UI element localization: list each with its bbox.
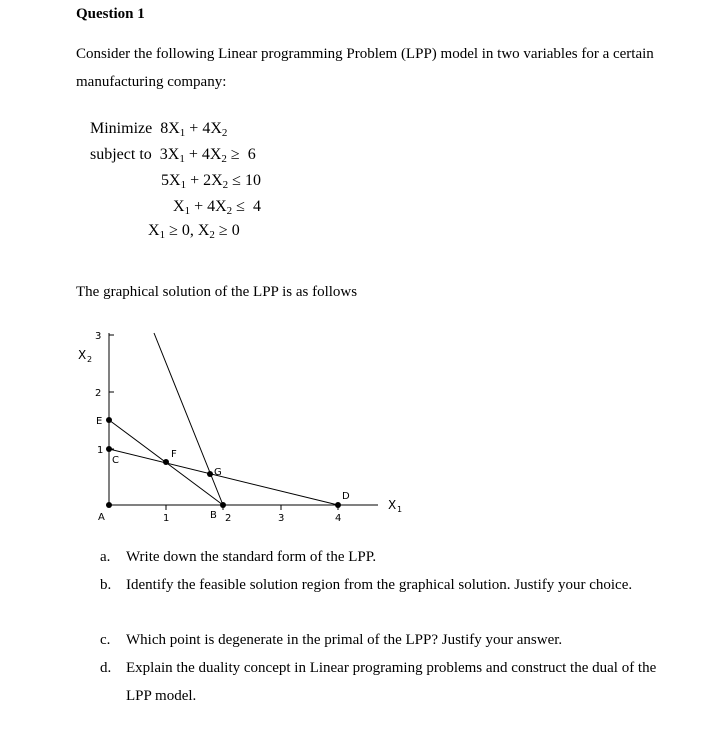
obj-var-1: X xyxy=(168,120,180,137)
graph-intro: The graphical solution of the LPP is as follows xyxy=(76,284,358,300)
question-d-cont xyxy=(100,688,196,705)
nn-relation-1: ≥ xyxy=(169,222,178,239)
c3-var-1: X xyxy=(173,198,185,215)
question-title: Question 1 xyxy=(76,6,145,22)
constraint-row-3 xyxy=(173,198,261,216)
question-d-cont-text: LPP model. xyxy=(126,688,197,704)
point-label-d: D xyxy=(342,491,350,502)
nn-sub-1: 1 xyxy=(159,229,166,241)
x-tick-label-4: 4 xyxy=(335,513,342,524)
c1-coef-1: 3 xyxy=(159,146,168,163)
c1-coef-2: 4 xyxy=(201,146,210,163)
c1-var-2: X xyxy=(209,146,222,163)
c2-sub-2: 2 xyxy=(222,179,229,191)
point-label-f: F xyxy=(171,449,177,460)
question-b-letter: b. xyxy=(100,577,112,593)
obj-coef-1: 8 xyxy=(160,120,169,137)
point-b xyxy=(220,502,226,508)
question-c-letter: c. xyxy=(100,632,111,648)
c2-relation: ≤ xyxy=(232,172,241,189)
obj-sub-2: 2 xyxy=(221,127,228,139)
y-tick-label-3: 3 xyxy=(95,331,102,342)
c1-sub-2: 2 xyxy=(221,153,227,165)
y-axis-sub: 2 xyxy=(87,355,93,364)
question-b xyxy=(100,577,632,594)
c3-plus: + xyxy=(194,198,204,215)
constraint-row-2 xyxy=(161,172,261,190)
x-tick-label-1: 1 xyxy=(163,513,170,524)
question-d-text: Explain the duality concept in Linear programing problems and construct the dual of the xyxy=(126,660,657,676)
c2-sub-1: 1 xyxy=(180,179,187,191)
obj-sub-1: 1 xyxy=(179,127,186,139)
question-a xyxy=(100,549,376,566)
subject-to-word: subject to xyxy=(90,146,152,163)
point-g xyxy=(207,471,213,477)
c2-var-2: X xyxy=(211,172,223,189)
nn-value-2: 0 xyxy=(231,222,240,239)
y-axis-label: X xyxy=(78,348,87,362)
x-axis-sub: 1 xyxy=(397,505,403,514)
point-label-c: C xyxy=(112,455,119,466)
c3-var-2: X xyxy=(215,198,227,215)
c1-var-1: X xyxy=(167,146,180,163)
c2-coef-2: 2 xyxy=(203,172,212,189)
point-c xyxy=(106,446,112,452)
c2-rhs: 10 xyxy=(244,172,261,189)
c1-relation: ≥ xyxy=(230,146,240,163)
point-d xyxy=(335,502,341,508)
y-tick-label-1: 1 xyxy=(97,445,104,456)
question-a-text: Write down the standard form of the LPP. xyxy=(126,549,377,565)
point-label-b: B xyxy=(210,510,217,521)
obj-var-2: X xyxy=(210,120,222,137)
nn-var-1: X xyxy=(148,222,160,239)
c3-sub-2: 2 xyxy=(226,205,233,217)
nn-var-2: X xyxy=(197,222,210,239)
c2-var-1: X xyxy=(169,172,181,189)
y-tick-label-2: 2 xyxy=(95,388,102,399)
objective-row xyxy=(90,120,227,138)
nn-sub-2: 2 xyxy=(209,229,215,241)
point-e xyxy=(106,417,112,423)
point-label-a: A xyxy=(98,512,105,523)
point-label-g: G xyxy=(214,467,222,478)
constraint-line-3 xyxy=(109,449,338,505)
c1-sub-1: 1 xyxy=(179,153,185,165)
lpp-graph xyxy=(70,320,420,535)
x-axis-label: X xyxy=(388,498,397,512)
question-d xyxy=(100,660,656,677)
question-a-letter: a. xyxy=(100,549,111,565)
c3-rhs: 4 xyxy=(252,198,261,215)
c3-sub-1: 1 xyxy=(184,205,191,217)
intro-line-2: manufacturing company: xyxy=(76,74,227,90)
question-c-text: Which point is degenerate in the primal of the LPP? Justify your answer. xyxy=(126,632,563,648)
c2-plus: + xyxy=(190,172,200,189)
c1-rhs: 6 xyxy=(247,146,256,163)
minimize-word: Minimize xyxy=(90,120,153,137)
obj-coef-2: 4 xyxy=(202,120,211,137)
nn-relation-2: ≥ xyxy=(218,222,228,239)
question-c xyxy=(100,632,562,649)
x-tick-label-2: 2 xyxy=(225,513,232,524)
c1-plus: + xyxy=(188,146,198,163)
constraint-row-1 xyxy=(90,146,256,164)
obj-plus: + xyxy=(189,120,199,137)
intro-line-1: Consider the following Linear programming Problem (LPP) model in two variables for a certain xyxy=(76,46,654,62)
nn-value-1: 0, xyxy=(181,222,194,239)
point-a xyxy=(106,502,112,508)
c2-coef-1: 5 xyxy=(161,172,169,189)
question-b-text: Identify the feasible solution region from the graphical solution. Justify your choice. xyxy=(126,577,633,593)
point-f xyxy=(163,459,169,465)
c3-relation: ≤ xyxy=(236,198,245,215)
c3-coef-2: 4 xyxy=(207,198,216,215)
question-d-letter: d. xyxy=(100,660,112,676)
nonneg-row xyxy=(148,222,240,240)
point-label-e: E xyxy=(96,416,103,427)
x-tick-label-3: 3 xyxy=(278,513,285,524)
